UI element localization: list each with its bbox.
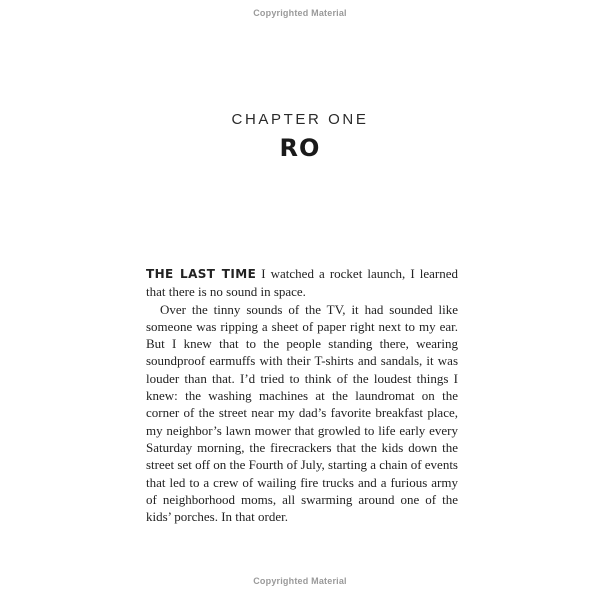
paragraph-1 <box>146 265 458 301</box>
copyright-watermark-bottom: Copyrighted Material <box>253 576 347 586</box>
lead-in-text: THE LAST TIME <box>146 267 257 281</box>
chapter-title: RO <box>279 134 321 162</box>
copyright-watermark-top: Copyrighted Material <box>253 8 347 18</box>
paragraph-2: Over the tinny sounds of the TV, it had sounded like someone was ripping a sheet of paper right next to my ear. But I knew that to the people standing there, wearing soundproof earmuffs with their T-shirts and sandals, it was louder than that. I’d tried to think of the loudest things I knew: the washing machines at the laundromat on the corner of the street near my dad’s favorite breakfast place, my neighbor’s lawn mower that growled to life early every Saturday morning, the firecrackers that the kids down the street set off on the Fourth of July, starting a chain of events that led to a crew of wailing fire trucks and a furious army of neighborhood moms, all swarming around one of the kids’ porches. In that order. <box>146 301 458 525</box>
paragraph-1-text: I watched a rocket launch, I learned that there is no sound in space. <box>146 266 458 300</box>
chapter-label: CHAPTER ONE <box>231 111 369 128</box>
chapter-body <box>146 265 458 525</box>
